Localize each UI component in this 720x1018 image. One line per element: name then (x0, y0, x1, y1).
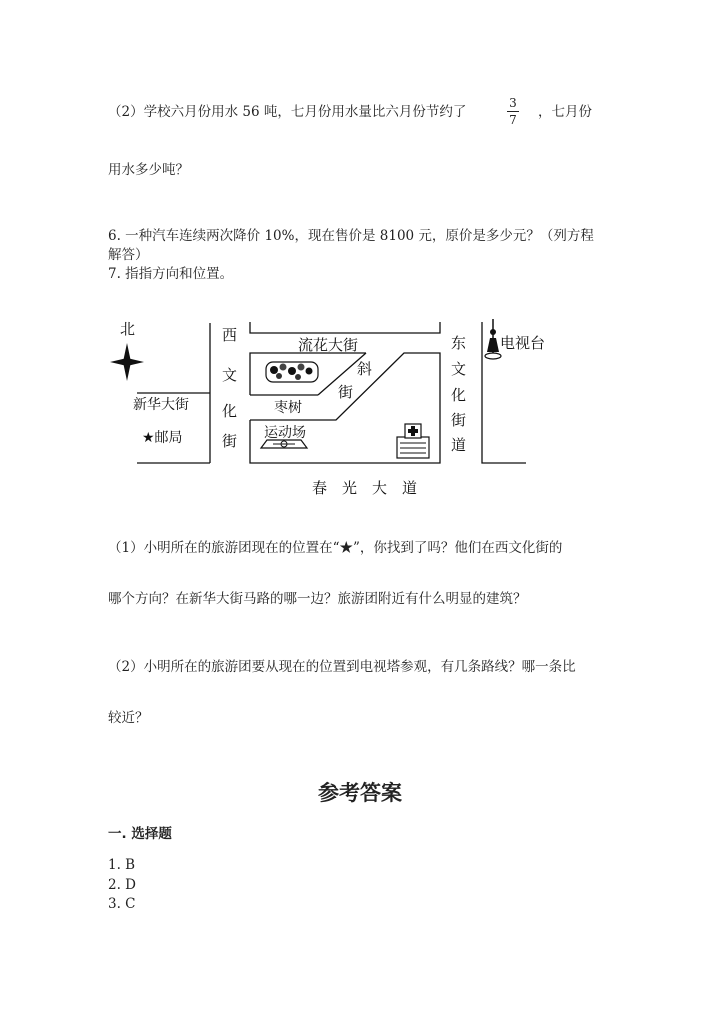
liuhua-street-label: 流花大街 (298, 336, 359, 354)
q6-line1: 6. 一种汽车连续两次降价 10%，现在售价是 8100 元，原价是多少元？（列方程 (108, 228, 594, 244)
fraction-denominator: 7 (509, 113, 517, 127)
zaoshu-label: 枣树 (274, 400, 302, 416)
stadium-label: 运动场 (264, 425, 306, 441)
q7-title: 7. 指指方向和位置。 (108, 266, 234, 282)
east-street-char-4: 街 (451, 411, 467, 429)
fraction-numerator: 3 (509, 96, 517, 110)
post-office-label: ★邮局 (142, 430, 183, 446)
stadium-field-icon (261, 440, 307, 448)
west-street-char-4: 街 (222, 432, 238, 450)
east-street-char-1: 东 (451, 334, 467, 352)
q7-1-line2: 哪个方向？在新华大街马路的哪一边？旅游团附近有什么明显的建筑？ (108, 591, 527, 607)
west-street-char-2: 文 (222, 366, 238, 384)
xinhua-street-label: 新华大街 (133, 397, 189, 413)
west-street-char-3: 化 (222, 402, 238, 420)
tree-cluster-icon (266, 362, 318, 382)
q7-2-line2: 较近？ (108, 710, 149, 726)
q6-line2: 解答） (108, 247, 149, 263)
east-street-char-3: 化 (451, 386, 467, 404)
chunguang-avenue-label: 春 光 大 道 (312, 479, 418, 497)
q5-2-line2: 用水多少吨？ (108, 162, 189, 178)
q5-2-text-end: ，七月份 (538, 104, 592, 120)
tv-station-label: 电视台 (500, 334, 546, 352)
answer-item: 1. B (108, 857, 136, 873)
east-street-char-5: 道 (451, 436, 467, 454)
tv-tower-icon (485, 319, 501, 359)
diagonal-street-char-2: 街 (338, 383, 354, 401)
west-street-char-1: 西 (222, 326, 238, 344)
north-label: 北 (120, 320, 136, 338)
east-street-char-2: 文 (451, 360, 467, 378)
q7-1-line1: （1）小明所在的旅游团现在的位置在“★”，你找到了吗？他们在西文化街的 (108, 540, 563, 556)
q5-2-text: （2）学校六月份用水 56 吨，七月份用水量比六月份节约了 (108, 104, 467, 120)
answer-item: 3. C (108, 896, 136, 912)
answers-section-heading: 一. 选择题 (108, 826, 172, 842)
liuhua-street-bottom-line (250, 322, 440, 333)
q7-2-line1: （2）小明所在的旅游团要从现在的位置到电视塔参观，有几条路线？哪一条比 (108, 659, 576, 675)
compass-star-icon (110, 343, 144, 381)
hospital-building-icon (397, 424, 429, 458)
diagonal-street-char-1: 斜 (357, 360, 373, 378)
answer-item: 2. D (108, 877, 136, 893)
answers-title: 参考答案 (318, 781, 402, 805)
